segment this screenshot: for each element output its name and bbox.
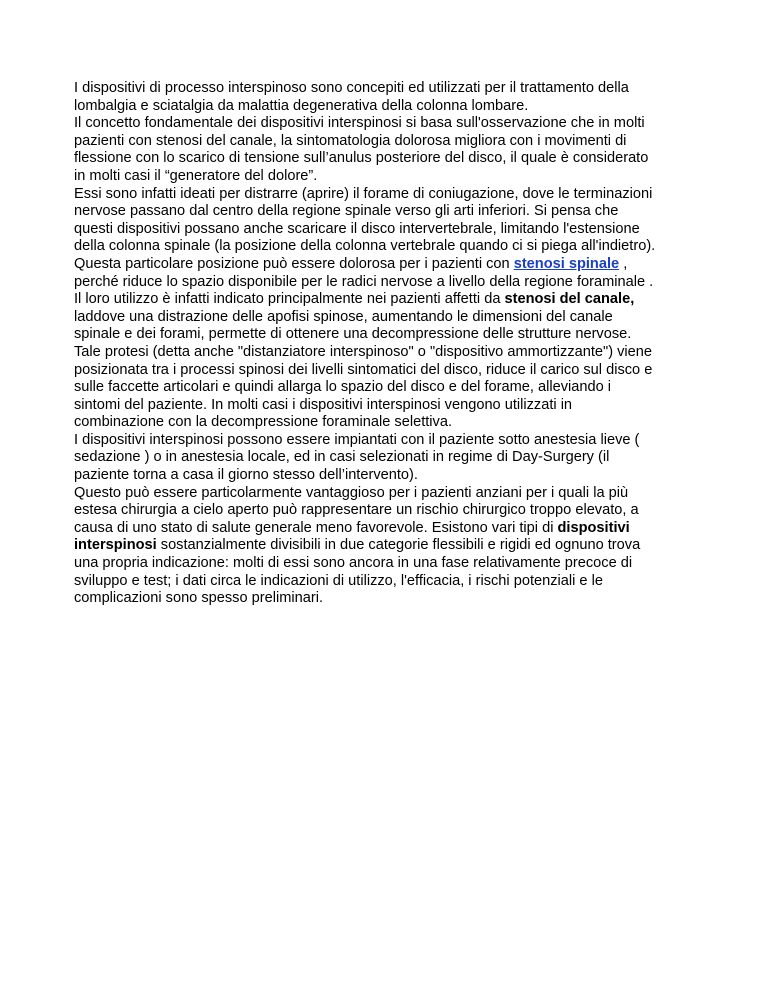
text-run: spinale e dei forami, permette di ottenere una decompressione delle strutture nervose.: [74, 326, 632, 343]
document-page: [74, 80, 714, 608]
bold-term: dispositivi: [557, 519, 630, 536]
text-line: [74, 414, 714, 432]
text-line: [74, 362, 714, 380]
document-body: [74, 80, 714, 608]
text-line: [74, 537, 714, 555]
text-run: I dispositivi di processo interspinoso sono concepiti ed utilizzati per il trattamento della: [74, 80, 629, 96]
text-run: causa di uno stato di salute generale meno favorevole. Esistono vari tipi di: [74, 519, 558, 536]
text-line: [74, 344, 714, 362]
text-run: Questo può essere particolarmente vantaggioso per i pazienti anziani per i quali la più: [74, 484, 629, 501]
text-line: [74, 573, 714, 591]
text-line: [74, 133, 714, 151]
text-run: Tale protesi (detta anche "distanziatore interspinoso" o "dispositivo ammortizzante") viene: [74, 343, 653, 360]
text-run: nervose passano dal centro della regione spinale verso gli arti inferiori. Si pensa che: [74, 203, 619, 220]
text-line: [74, 449, 714, 467]
text-run: Il loro utilizzo è infatti indicato principalmente nei pazienti affetti da: [74, 291, 505, 308]
text-run: della colonna spinale (la posizione della colonna vertebrale quando ci si piega all'indietro).: [74, 238, 656, 255]
text-run: sviluppo e test; i dati circa le indicazioni di utilizzo, l'efficacia, i rischi potenziali e le: [74, 572, 603, 589]
text-run: lombalgia e sciatalgia da malattia degenerativa della colonna lombare.: [74, 97, 529, 114]
text-line: [74, 485, 714, 503]
text-run: una propria indicazione: molti di essi sono ancora in una fase relativamente precoce di: [74, 555, 633, 572]
text-run: I dispositivi interspinosi possono essere impiantati con il paziente sotto anestesia lieve (: [74, 431, 640, 448]
text-run: ,: [619, 255, 628, 272]
text-line: [74, 274, 714, 292]
text-line: [74, 467, 714, 485]
text-line: [74, 80, 714, 98]
text-run: perché riduce lo spazio disponibile per le radici nervose a livello della regione foraminale .: [74, 273, 654, 290]
text-run: sedazione ) o in anestesia locale, ed in casi selezionati in regime di Day-Surgery (il: [74, 449, 610, 466]
bold-term: interspinosi: [74, 537, 157, 554]
text-run: in molti casi il “generatore del dolore”.: [74, 167, 318, 184]
text-run: Il concetto fondamentale dei dispositivi interspinosi si basa sull'osservazione che in molti: [74, 115, 645, 132]
text-run: combinazione con la decompressione foraminale selettiva.: [74, 414, 453, 431]
text-line: [74, 98, 714, 116]
text-line: [74, 590, 714, 608]
text-run: paziente torna a casa il giorno stesso dell’intervento).: [74, 467, 418, 484]
text-run: sostanzialmente divisibili in due categorie flessibili e rigidi ed ognuno trova: [156, 537, 641, 554]
text-line: [74, 238, 714, 256]
text-run: estesa chirurgia a cielo aperto può rappresentare un rischio chirurgico troppo elevato, a: [74, 502, 639, 519]
text-line: [74, 397, 714, 415]
text-line: [74, 502, 714, 520]
stenosi-spinale-link[interactable]: stenosi spinale: [513, 255, 620, 272]
text-run: sintomi del paziente. In molti casi i dispositivi interspinosi vengono utilizzati in: [74, 396, 573, 413]
text-line: [74, 379, 714, 397]
text-line: [74, 221, 714, 239]
text-line: [74, 291, 714, 309]
text-line: [74, 203, 714, 221]
text-run: Essi sono infatti ideati per distrarre (aprire) il forame di coniugazione, dove le terminazioni: [74, 185, 653, 202]
text-line: [74, 150, 714, 168]
text-line: [74, 520, 714, 538]
text-line: [74, 555, 714, 573]
text-line: [74, 115, 714, 133]
text-line: [74, 326, 714, 344]
text-run: questi dispositivi possano anche scaricare il disco intervertebrale, limitando l'estensione: [74, 220, 640, 237]
bold-term: stenosi del canale,: [504, 291, 635, 308]
text-line: [74, 432, 714, 450]
text-run: pazienti con stenosi del canale, la sintomatologia dolorosa migliora con i movimenti di: [74, 132, 627, 149]
text-line: [74, 168, 714, 186]
text-run: laddove una distrazione delle apofisi spinose, aumentando le dimensioni del canale: [74, 308, 613, 325]
text-run: complicazioni sono spesso preliminari.: [74, 590, 324, 607]
text-run: Questa particolare posizione può essere dolorosa per i pazienti con: [74, 255, 514, 272]
text-line: [74, 256, 714, 274]
text-line: [74, 309, 714, 327]
text-run: sulle faccette articolari e quindi allarga lo spazio del disco e del forame, alleviando i: [74, 379, 612, 396]
text-run: flessione con lo scarico di tensione sull’anulus posteriore del disco, il quale è considerato: [74, 150, 649, 167]
text-line: [74, 186, 714, 204]
text-run: posizionata tra i processi spinosi dei livelli sintomatici del disco, riduce il carico sul disco e: [74, 361, 653, 378]
